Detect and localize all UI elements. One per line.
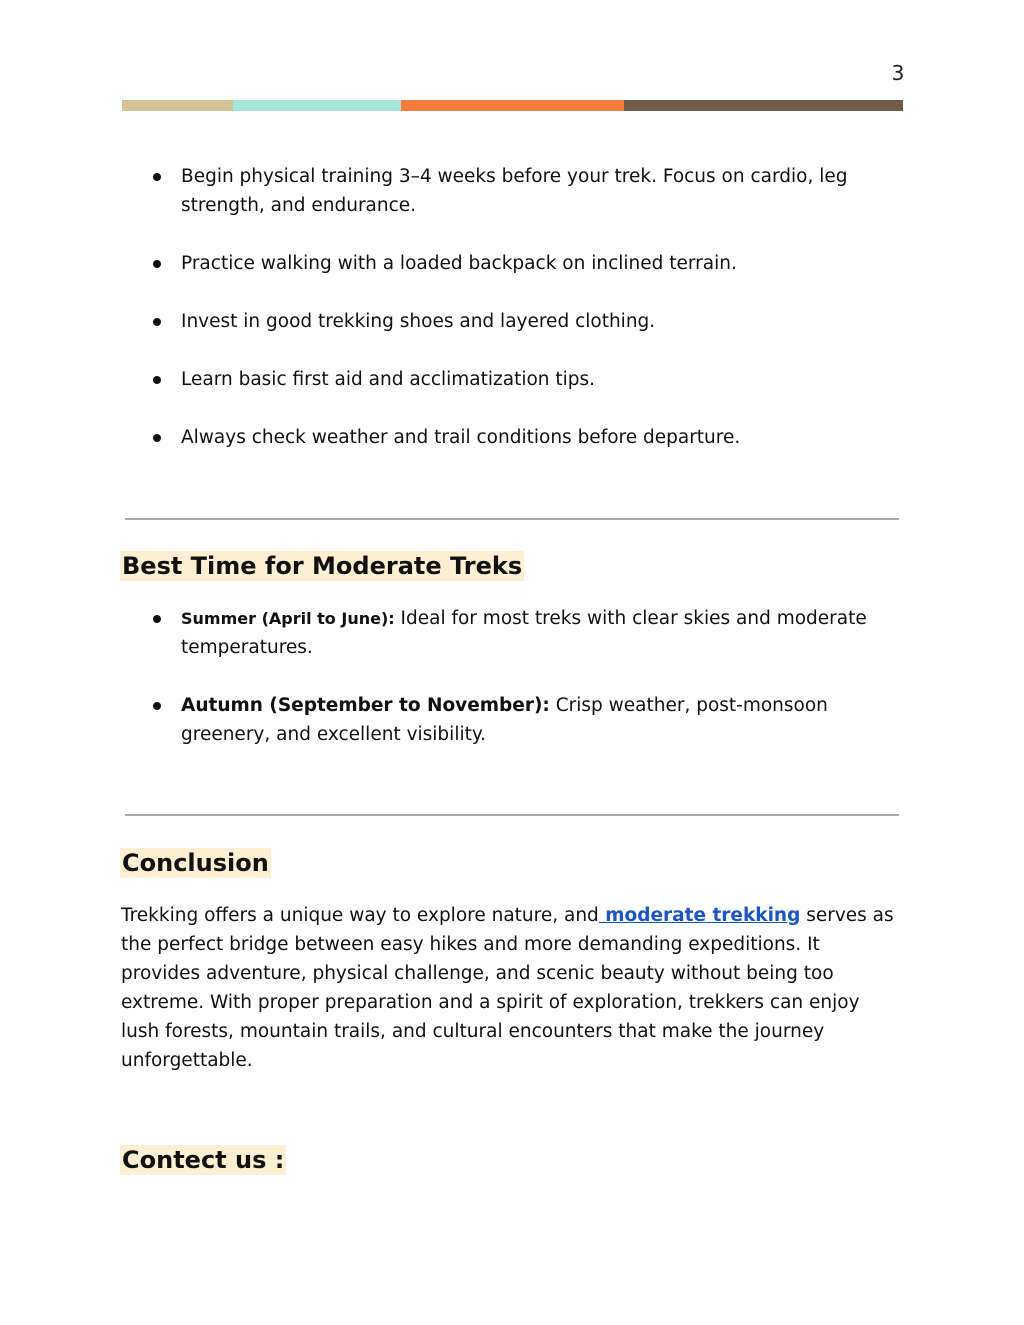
color-band-segment-tan xyxy=(122,100,233,111)
moderate-trekking-link[interactable]: moderate trekking xyxy=(598,905,801,926)
list-item-text: Always check weather and trail conditions before departure. xyxy=(181,427,741,448)
best-time-list xyxy=(150,604,880,749)
list-item xyxy=(150,249,880,278)
conclusion-heading: Conclusion xyxy=(122,849,269,877)
list-item-text: Invest in good trekking shoes and layered clothing. xyxy=(181,311,656,332)
bullet-icon xyxy=(153,615,161,623)
header-color-band xyxy=(122,100,903,111)
color-band-segment-mint xyxy=(233,100,401,111)
page-number: 3 xyxy=(891,61,905,85)
section-divider xyxy=(125,814,899,816)
season-term: Summer (April to June): xyxy=(181,609,395,628)
color-band-segment-brown xyxy=(624,100,903,111)
best-time-heading: Best Time for Moderate Treks xyxy=(122,552,523,580)
bullet-icon xyxy=(153,434,161,442)
list-item xyxy=(150,307,880,336)
conclusion-text-start: Trekking offers a unique way to explore nature, and xyxy=(121,905,599,926)
season-description: Crisp weather, post-monsoon greenery, and excellent visibility. xyxy=(181,695,828,745)
season-description: Ideal for most treks with clear skies and moderate temperatures. xyxy=(181,608,867,658)
list-item xyxy=(150,604,880,662)
season-term: Autumn (September to November): xyxy=(181,695,550,716)
bullet-icon xyxy=(153,318,161,326)
list-item-text: Begin physical training 3–4 weeks before your trek. Focus on cardio, leg strength, and endurance. xyxy=(181,166,848,216)
conclusion-paragraph xyxy=(121,901,896,1075)
color-band-segment-orange xyxy=(401,100,624,111)
bullet-icon xyxy=(153,702,161,710)
list-item xyxy=(150,162,880,220)
bullet-icon xyxy=(153,173,161,181)
list-item xyxy=(150,691,880,749)
list-item xyxy=(150,423,880,452)
contact-heading: Contect us : xyxy=(122,1146,285,1174)
section-divider xyxy=(125,518,899,520)
preparation-tips-list xyxy=(150,162,880,452)
list-item xyxy=(150,365,880,394)
conclusion-text-end: serves as the perfect bridge between easy hikes and more demanding expeditions. It provides adventure, physical challenge, and scenic beauty without being too extreme. With proper preparation and a spirit of exploration, trekkers can enjoy lush forests, mountain trails, and cultural encounters that make the journey unforgettable. xyxy=(121,905,894,1071)
list-item-text: Learn basic first aid and acclimatization tips. xyxy=(181,369,596,390)
bullet-icon xyxy=(153,376,161,384)
bullet-icon xyxy=(153,260,161,268)
list-item-text: Practice walking with a loaded backpack on inclined terrain. xyxy=(181,253,737,274)
